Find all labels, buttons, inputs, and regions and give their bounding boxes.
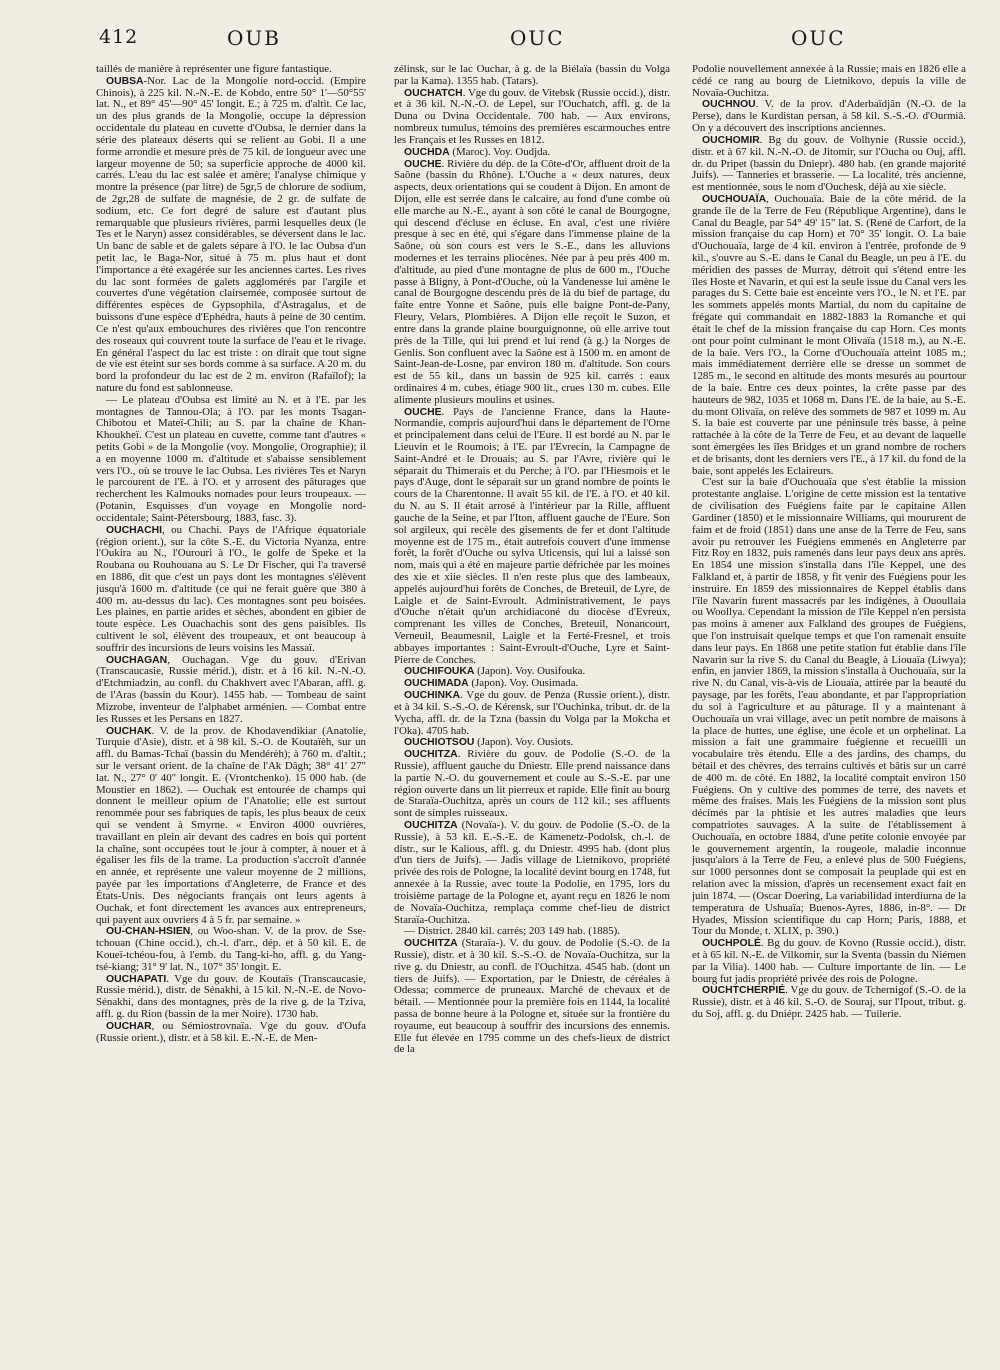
entry-text: (Staraïa-). V. du gouv. de Podolie (S.-O. de la Russie), distr. et à 30 kil. S.-S.-O. de Novaïa-Ouchitza, sur la rive g. du Dniestr, au confl. de l'Ouchitza. 4545 hab. (dont un tiers de Juifs). — Exportation, par le Dniestr, de céréales à Odessa; commerce de pruneaux. Marché de chevaux et de bétail. — Mentionnée pour la première fois en 1144, la localité passa de bonne heure à la Pologne et, située sur la frontière du royaume, eut beaucoup à souffrir des incursions des ennemis. Elle fut élevée en 1795 comme un des chefs-lieux de district de la (394, 937, 670, 1056)
running-head-center: OUC (510, 26, 565, 50)
entry-headword: OUCHINKA (404, 690, 460, 702)
entry-text: . V. de la prov. de Khodavendikiar (Anatolie, Turquie d'Asie), distr. et à 98 kil. S.-O. de Koutaïèh, sur un affl. du Bamas-Tchaï (bassin du Mendérèh); à 760 m. d'altit.; sur le versant orient. de la chaîne de l'Ak Dâgh; 38° 41' 27" lat. N., 27° 0' 40" longit. E. (Vrontchenko). 15 000 hab. (de Moustier en 1862). — Ouchak est entourée de champs qui donnent le meilleur opium de l'Anatolie; elle est surtout renommée pour ses fabriques de tapis, les plus beaux de ceux qui se vendent à Smyrne. « Environ 4000 ouvrières, travaillant en plein air devant des cadres en bois qui portent la chaîne, sont occupées tout le jour à compter, à nouer et à égaliser les fils de la trame. La production s'accroît d'année en année, et représente une valeur moyenne de 2 millions, payée par les importations d'Angleterre, de France et des États-Unis. Des négociants français ont leurs agents à Ouchak, et font directement les avances aux entrepreneurs, qui payent aux ouvriers 4 à 5 fr. par semaine. » (96, 724, 366, 926)
entry-text: , Ouchagan. Vge du gouv. d'Erivan (Transcaucasie, Russie mérid.), distr. et à 16 kil. N.-N.-O. d'Etchmiadzin, au confl. du Chakhvert avec l'Abaran, affl. g. de l'Aras (bassin du Kour). 1455 hab. — Tombeau de saint Mizrobe, inventeur de l'alphabet arménien. — Combat entre les Russes et les Persans en 1827. (96, 653, 366, 725)
dictionary-entry (394, 88, 670, 147)
entry-headword: OUCHE (404, 406, 442, 418)
page-header (0, 26, 1000, 56)
entry-text: , ou Chachi. Pays de l'Afrique équatoriale (région orient.), sur la côte S.-E. du Victoria Nyanza, entre l'Oukira au N., l'Ourouri à l'O., le golfe de Speke et la Roubana ou Rouhouana au S. Le Dr Fischer, qui l'a traversé en 1886, dit que c'est un pays dont les montagnes s'élèvent jusqu'à 1600 m. d'altitude (ce qui ne ferait guère que 380 à 400 m. au-dessus du lac). Ces montagnes sont peu boisées. Les plaines, en partie arides et sèches, abondent en gibier de toute espèce. Les Ouachachis sont des gens paisibles. Ils cultivent le sol, élèvent des troupeaux, et ont beaucoup à souffrir des incursions de leurs voisins les Massaï. (96, 523, 366, 654)
dictionary-entry (96, 726, 366, 927)
entry-text: zélinsk, sur le lac Ouchar, à g. de la Biélaïa (bassin du Volga par la Kama). 1355 hab. (Tatars). (394, 64, 670, 87)
entry-text: (Novaïa-). V. du gouv. de Podolie (S.-O. de la Russie), à 53 kil. E.-S.-E. de Kamenetz-Podolsk, ch.-l. de distr., sur le Kalious, affl. g. du Dniestr. 4995 hab. (dont plus d'un tiers de Juifs). — Jadis village de Lietnikovo, propriété privée des rois de Pologne, la localité devint bourg en 1748, fut annexée à la Russie, avec toute la Podolie, en 1795, lors du troisième partage de la Pologne et, ayant reçu en 1826 le nom de Novaïa-Ouchitza, remplaça comme chef-lieu de district Staraïa-Ouchitza. (394, 819, 670, 926)
entry-headword: OUCHIMADA (404, 678, 469, 690)
entry-headword: OUCHDA (404, 146, 450, 158)
entry-headword: OUCHITZA (404, 938, 458, 950)
entry-text: , ou Woo-shan. V. de la prov. de Sse-tchouan (Chine occid.), ch.-l. d'arr., dép. et à 50 kil. E. de Koueï-tchéou-fou, à l'emb. du Tang-ki-ho, affl. g. du Yang-tsé-kiang; 31° 9' lat. N., 107° 35' longit. E. (96, 925, 366, 973)
dictionary-entry (692, 64, 966, 99)
entry-text: , Ouchouaïa. Baie de la côte mérid. de la grande île de la Terre de Feu (République Argentine), dans le Canal du Beagle, par 54° 49' 15" lat. S. (René de Carfort, de la mission française du cap Horn) et 70° 35' longit. O. La baie d'Ouchouaïa, large de 4 kil. environ à l'entrée, profonde de 9 kil., s'ouvre au S.-E. dans le Canal du Beagle, un peu à l'E. du méridien des passes de Murray, détroit qui s'étend entre les îles Hoste et Navarin, et qui est la seule issue du Canal vers les parages du S. Cette baie est enceinte vers l'O., le N. et l'E. par les sommets appelés monts Martial, du nom du capitaine de frégate qui commandait en 1882-1883 la Romanche et qui était le chef de la mission française du cap Horn. Ces monts ont pour point culminant le mont Olivaïa (1518 m.), au N.-E. de la baie. Vers l'O., la Corne d'Ouchouaïa atteint 1085 m.; mais immédiatement derrière elle se dresse un sommet de 1285 m., le second en altitude des monts mesurés au pourtour de la baie. Entre ces deux pointes, la crête passe par des hauteurs de 982, 1035 et 1068 m. Dans l'E. de la baie, au S.-E. du mont Olivaïa, on relève des sommets de 987 et 1099 m. Au S. la baie est couverte par une péninsule très basse, à peine rattachée à la côte de la Terre de Feu, et au devant de laquelle sont émergées les îles Bridges et un grand nombre de rochers et de brisants, dont les derniers vers l'E., à 17 kil. du fond de la baie, sont appelés les Eclaireurs. (692, 192, 966, 477)
entry-headword: OUCHITZA (404, 820, 458, 831)
entry-text: (Japon). Voy. Ousimada. (468, 677, 579, 690)
entry-text: (Maroc). Voy. Oudjda. (449, 145, 551, 158)
entry-text: , ou Sémiostrovnaïa. Vge du gouv. d'Oufa (Russie orient.), distr. et à 58 kil. E.-N.-E. de Men- (96, 1019, 366, 1044)
entry-text: -Nor. Lac de la Mongolie nord-occid. (Empire Chinois), à 225 kil. N.-N.-E. de Kobdo, entre 50° 1'—50°55' lat. N., et 89° 45'—90° 45' longit. E.; à 725 m. d'altit. Ce lac, un des plus grands de la Mongolie, occupe la dépression occidentale du plateau en cuvette d'Oubsa, le dernier dans la série des plateaux déserts qui se relient au Gobi. Il a une forme arrondie et mesure près de 75 kil. de longueur avec une largeur moyenne de 50; sa superficie approche de 4000 kil. carrés. L'eau du lac est salée et amère; l'analyse chimique y montre la présence (par litre) de 5gr,5 de chlorure de sodium, de 2gr,28 de sulfate de magnésie, de 2 gr. de sulfate de sodium, etc. Ce fort degré de salure est d'autant plus remarquable que plusieurs rivières, parmi lesquelles deux (le Tes et le Naryn) assez considérables, se déversent dans le lac. Un banc de sable et de galets sépare à l'O. le lac Oubsa d'un petit lac, le Baga-Nor, situé à 75 m. plus haut et dont l'importance a été exagérée sur les anciennes cartes. Les rives du lac sont formées de galets agglomérés par l'argile et couvertes d'une végétation clairsemée, composée surtout de différentes espèces de Gypsophila, d'Astragalus, et de buissons d'une espèce d'Ephédra, hauts à peine de 30 centim. Ce n'est qu'aux embouchures des rivières que l'on rencontre des roseaux qui couvrent toute la surface de l'eau et le rivage. En général l'aspect du lac est triste : on dirait que tout signe de vie est éteint sur ses bords comme à sa surface. A 20 m. du bord la profondeur du lac est de 2 m. environ (Rafaïlof); la nature du fond est sablonneuse. (96, 74, 366, 394)
entry-text: (Japon). Voy. Ousiots. (474, 736, 574, 749)
dictionary-entry (692, 938, 966, 985)
dictionary-entry (692, 985, 966, 1020)
entry-headword: OUCHITZA (404, 749, 458, 761)
entry-text: . Vge du gouv. de Vitebsk (Russie occid.), distr. et à 36 kil. N.-N.-O. de Lepel, sur l'Ouchatch, affl. g. de la Duna ou Dvina Occidentale. 700 hab. — Aux environs, nombreux tumulus, témoins des premières escarmouches entre les Français et les Russes en 1812. (394, 86, 670, 146)
entry-headword: OUCHNOU (702, 99, 756, 111)
entry-text: . V. de la prov. d'Aderbaïdjân (N.-O. de la Perse), dans le Kurdistan persan, à 58 kil. S.-S.-O. d'Ourmiâ. On y a découvert des inscriptions anciennes. (692, 98, 966, 135)
entry-headword: OUCHPOLÉ (702, 938, 761, 950)
running-head-right: OUC (791, 26, 846, 50)
dictionary-entry (394, 749, 670, 820)
entry-text: . Rivière du gouv. de Podolie (S.-O. de la Russie), affluent gauche du Dniestr. Elle prend naissance dans la partie N.-O. du gouvernement et coule au S.-S.-E. par une région ouverte dans un lit pierreux et rapide. Elle finit au bourg de Staraïa-Ouchitza, après un cours de 112 kil.; ses affluents sont de simples ruisseaux. (394, 748, 670, 820)
entry-text: . Vge du gouv. de Penza (Russie orient.), distr. et à 34 kil. S.-S.-O. de Kérensk, sur l'Ouchinka, tribut. dr. de la Vycha, affl. dr. de la Tzna (bassin du Volga par la Mokcha et l'Oka). 4705 hab. (394, 689, 670, 737)
entry-text: . Vge du gouv. de Tchernigof (S.-O. de la Russie), distr. et à 46 kil. S.-O. de Souraj, sur l'Ipout, tribut. g. du Soj, affl. g. du Dniépr. 2425 hab. — Tuilerie. (692, 984, 966, 1020)
column-3 (692, 64, 966, 1354)
entry-headword: OUCHAGAN (106, 654, 168, 666)
entry-text: taillés de manière à représenter une figure fantastique. (96, 64, 332, 75)
entry-text: — District. 2840 kil. carrés; 203 149 hab. (1885). (404, 925, 620, 938)
entry-text: . Bg du gouv. de Volhynie (Russie occid.), distr. et à 67 kil. N.-N.-O. de Jitomir, sur l'Oucha ou Ouj, affl. dr. du Pripet (bassin du Dniepr). 480 hab. (en grande majorité Juifs). — Tanneries et brasserie. — La localité, très ancienne, est mentionnée, sous le nom d'Ouchesk, déjà au xie siècle. (692, 133, 966, 194)
entry-headword: OUCHIOTSOU (404, 737, 475, 749)
dictionary-entry (394, 159, 670, 407)
entry-headword: OUCHIFOUKA (404, 666, 475, 678)
entry-headword: OUCHACHI (106, 524, 162, 536)
entry-text: . Bg du gouv. de Kovno (Russie occid.), distr. et à 65 kil. N.-E. de Vilkomir, sur la Sventa (bassin du Niémen par la Vilia). 1400 hab. — Culture importante de lin. — Le bourg fut jadis propriété privée des rois de Pologne. (692, 937, 966, 985)
dictionary-entry (96, 1021, 366, 1045)
page-number: 412 (99, 26, 139, 48)
entry-headword: OUCHAR (106, 1020, 152, 1032)
running-head-left: OUB (227, 26, 281, 50)
entry-headword: OUCHOMIR (702, 134, 760, 146)
entry-headword: OUCHAPATI (106, 973, 167, 985)
entry-text: C'est sur la baie d'Ouchouaïa que s'est établie la mission protestante anglaise. L'origine de cette mission est la tentative de civilisation des Fuégiens faite par le capitaine Allen Gardiner (1850) et le missionnaire Williams, qui moururent de faim et de froid (1851) dans une anse de la Terre de Feu, sans avoir pu retrouver les Fuégiens emmenés en Angleterre par Fitz Roy en 1832, puis ramenés dans leur pays deux ans après. En 1854 une mission s'installa dans l'île Keppel, une des Falkland et, à partir de 1858, y fit venir des Fuégiens pour les instruire. En 1859 des missionnaires de Keppel établis dans l'île Navarin furent massacrés par les indigènes, à Ououllaia ou Woollya. Cependant la mission de l'île Keppel n'en persista pas moins à amener aux Falkland des groupes de Fuégiens, que l'on instruisait quelque temps et que l'on ramenait ensuite dans leur pays. En 1868 une petite station fut établie dans l'île Navarin sur la rive S. du Canal du Beagle, à Liouaïa (Liwya); enfin, en janvier 1869, la mission s'installa à Ouchouaïa, sur la rive N. du Canal, vis-à-vis de Liouaïa, attirée par la beauté du paysage, par les forêts, l'eau abondante, et par l'appropriation du sol à l'agriculture et au pâturage. Il y a maintenant à Ouchouaïa un vrai village, avec un petit nombre de maisons à la place de huttes, une église, une école et un orphelinat. La mission a fait une grammaire fuégienne et recueilli un vocabulaire très étendu. Elle a des jardins, des champs, du bétail et des chèvres, des terrains cultivés et bâtis sur un carré de 400 m. de côté. En 1882, la localité comptait environ 150 Fuégiens. On y cultive des pommes de terre, des navets et même des fraises. Mais les Fuégiens de la mission sont plus décimés par la phtisie et les autres maladies que leurs compatriotes sauvages. A la suite de l'établissement à Ouchouaïa, en octobre 1884, d'une petite colonie envoyée par le gouvernement argentin, la rougeole, maladie inconnue jusqu'alors à la Terre de Feu, a enlevé plus de 500 Fuégiens, sur 1000 personnes dont se composait la peuplade qui est en relation avec la mission, d'après un recensement exact fait en juin 1874. — (Oscar Doering, La variabilidad interdiurna de la temperatura de Ushuaïa; Buenos-Ayres, 1886, in-8°. — Dr Hyades, Mission scientifique du cap Horn; Paris, 1888, et Tour du Monde, t. XLIX, p. 390.) (692, 476, 966, 938)
dictionary-entry (394, 64, 670, 88)
entry-headword: OUCHE (404, 158, 442, 170)
dictionary-entry (394, 820, 670, 926)
entry-headword: OUCHOUAÏA (702, 193, 767, 205)
dictionary-entry (96, 974, 366, 1021)
entry-text: — Le plateau d'Oubsa est limité au N. et à l'E. par les montagnes de Tannou-Ola; à l'O. par les monts Tsagan-Chibotou et Mateï-Chili; au S. par la chaîne de Khan-Khoukheï. C'est un plateau en cuvette, comme tant d'autres « petits Gobi » de la Mongolie (voy. Mongolie, Orographie); il a en moyenne 1000 m. d'altitude et s'abaisse sensiblement vers l'O., où se trouve le lac Oubsa. Les rivières Tes et Naryn le parcourent de l'E. à l'O. et y arrosent des pâturages que recherchent les Kalmouks nomades pour leurs troupeaux. — (Potanin, Esquisses d'un voyage en Mongolie nord-occidentale; Saint-Pétersbourg, 1883, fasc. 3). (96, 393, 366, 524)
column-1 (96, 64, 366, 1354)
dictionary-entry (96, 395, 366, 525)
entry-headword: OU-CHAN-HSIEN (106, 926, 191, 938)
column-2 (394, 64, 670, 1354)
dictionary-entry (96, 76, 366, 395)
entry-text: . Rivière du dép. de la Côte-d'Or, affluent droit de la Saône (bassin du Rhône). L'Ouche a « deux natures, deux aspects, deux orientations qui se coudent à Dijon. En amont de Dijon, elle est serrée dans le calcaire, au fond d'une combe où elle marche au N.-E., ayant à son côté le canal de Bourgogne, qui descend d'écluse en écluse. En aval, c'est une rivière presque à sec en été, qui s'égare dans l'immense plaine de la Saône, où son cours est vers le S.-E., dans les alluvions modernes et les terrains pliocènes. Née par à peu près 400 m. d'altitude, au pied d'une montagne de plus de 600 m., l'Ouche passe à Bligny, à Pont-d'Ouche, où la Vandenesse lui amène le canal de Bourgogne descendu près de là du bief de partage, du faîte entre Yonne et Saône, puis elle baigne Pont-de-Pany, Fleury, Velars, Plombières. A Dijon elle reçoit le Suzon, et entre dans la grande plaine bourguignonne, où elle arrive tout près de la Tille, qui lui prend et lui rend (à g.) la Norges de Genlis. Son confluent avec la Saône est à 1500 m. en amont de Saint-Jean-de-Losne, par environ 180 m. d'altitude. Son cours est de 55 kil., dans un bassin de 925 kil. carrés : eaux ordinaires 4 m. cubes, étiage 900 lit., crues 130 m. cubes. Elle alimente plusieurs moulins et usines. (394, 157, 670, 406)
dictionary-entry (96, 655, 366, 726)
dictionary-entry (96, 926, 366, 973)
entry-headword: OUCHAK (106, 725, 152, 737)
dictionary-entry (692, 194, 966, 478)
entry-text: . Pays de l'ancienne France, dans la Haute-Normandie, compris aujourd'hui dans le département de l'Orne et principalement dans celui de l'Eure. Il est bordé au N. par le Lieuvin et le Roumois; à l'E. par l'Evrecin, la Campagne de Saint-André et le Drouais; au S. par l'Avre, rivière qui le séparait du Thimerais et du Perche; à l'O. par l'Hiesmois et le pays d'Auge, dont le séparait sur un grand nombre de points le cours de la Charentonne. Il avait 55 kil. de l'E. à l'O. et 40 kil. du N. au S. Il était arrosé à l'intérieur par la Rille, affluent gauche de la Seine, et par l'Iton, affluent gauche de l'Eure. Son sol argileux, qui recèle des gisements de fer et dont l'altitude moyenne est de 175 m., était autrefois couvert d'une immense forêt, la forêt d'Ouche ou sylva Uticensis, qui lui a laissé son nom, mais qui a été en majeure partie défrichée par les moines des xie et xiie siècles. Il n'en reste plus que des lambeaux, appelés aujourd'hui forêts de Conches, de Breteuil, de Lyre, de Laigle et de Saint-Evroult. Administrativement, le pays d'Ouche n'était qu'un archidiaconé du diocèse d'Evreux, comprenant les villes de Conches, Breteuil, Nonancourt, Verneuil, Beaumesnil, Laigle et la Ferté-Fresnel, et trois abbayes importantes : Saint-Evroult-d'Ouche, Lyre et Saint-Pierre de Conches. (394, 405, 670, 666)
entry-headword: OUCHTCHERPIÉ (702, 985, 786, 997)
entry-headword: OUBSA (106, 75, 144, 87)
entry-text: (Japon). Voy. Ousifouka. (474, 665, 586, 678)
dictionary-entry (96, 525, 366, 655)
dictionary-columns (0, 64, 1000, 1354)
entry-text: . Vge du gouv. de Koutaïs (Transcaucasie, Russie mérid.), distr. de Sénakhi, à 15 kil. N.-N.-E. de Novo-Sénakhi, dans des montagnes, près de la rive g. de la Tziva, affl. g. du Rion (bassin de la mer Noire). 1730 hab. (96, 972, 366, 1020)
dictionary-entry (692, 99, 966, 134)
dictionary-entry (394, 690, 670, 737)
entry-headword: OUCHATCH (404, 87, 463, 99)
dictionary-entry (394, 938, 670, 1056)
dictionary-entry (394, 407, 670, 667)
entry-text: Podolie nouvellement annexée à la Russie; mais en 1826 elle a cédé ce rang au bourg de Lietnikovo, depuis la ville de Novaïa-Ouchitza. (692, 64, 966, 99)
dictionary-entry (692, 135, 966, 194)
dictionary-entry (692, 477, 966, 938)
